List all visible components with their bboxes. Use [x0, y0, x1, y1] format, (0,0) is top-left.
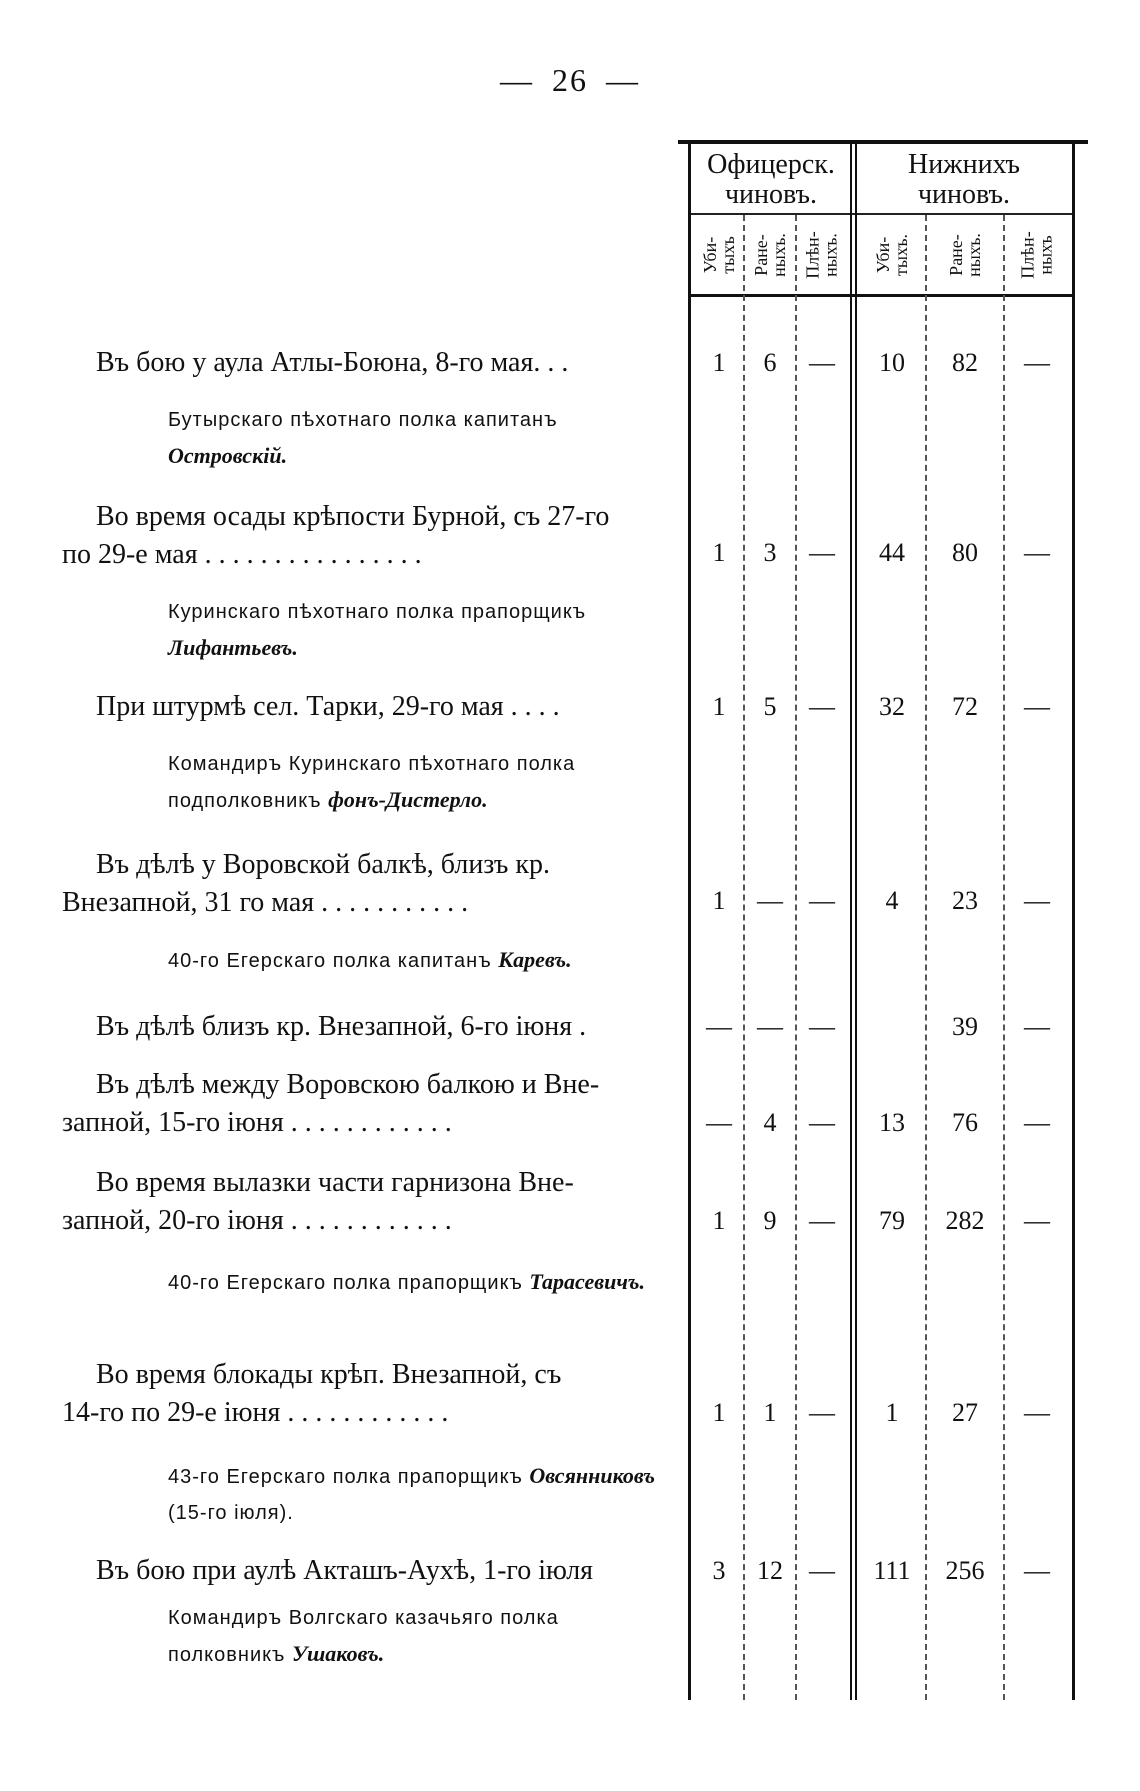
- note-name: Островскій.: [168, 443, 288, 468]
- col-rule-2: [795, 215, 797, 1700]
- entry-title-line: Въ бою при аулѣ Акташъ-Аухѣ, 1-го іюля: [96, 1555, 594, 1586]
- value-officers-killed: 1: [712, 1398, 726, 1427]
- entry-title-line: Въ дѣлѣ близъ кр. Внезапной, 6-го іюня .: [96, 1011, 587, 1042]
- value-officers-captured: —: [809, 1108, 835, 1137]
- value-lower-wounded: 72: [952, 692, 978, 721]
- note-text: Куринскаго пѣхотнаго полка прапорщикъ: [168, 601, 587, 623]
- value-lower-killed: 10: [879, 348, 905, 377]
- group-divider-rule-a: [850, 140, 852, 1700]
- value-lower-captured: —: [1024, 1206, 1050, 1235]
- entry-title-line: 14-го по 29-е іюня . . . . . . . . . . . .: [62, 1397, 449, 1428]
- group-lower-line2: чиновъ.: [917, 179, 1011, 210]
- entry-note: [168, 1600, 676, 1673]
- note-text: Командиръ Куринскаго пѣхотнаго полка подполковникъ: [168, 753, 576, 812]
- value-lower-killed: 44: [879, 538, 905, 567]
- header-bottom-rule: [690, 294, 1073, 297]
- entry-title-line: Во время осады крѣпости Бурной, съ 27-го: [96, 501, 610, 532]
- value-lower-captured: —: [1024, 1108, 1050, 1137]
- value-lower-wounded: 23: [952, 886, 978, 915]
- entry-title-line: При штурмѣ сел. Тарки, 29-го мая . . . .: [96, 691, 560, 722]
- value-lower-captured: —: [1024, 1398, 1050, 1427]
- group-officers-line2: чиновъ.: [724, 179, 818, 210]
- value-officers-captured: —: [809, 1012, 835, 1041]
- entry-note: [168, 594, 676, 667]
- group-header-lower-ranks: [856, 150, 1072, 210]
- value-lower-killed: 111: [873, 1556, 911, 1585]
- entry-title-line: Въ дѣлѣ между Воровскою балкою и Вне-: [96, 1069, 600, 1100]
- value-officers-killed: 1: [712, 348, 726, 377]
- entry-title: [62, 1552, 674, 1590]
- value-officers-killed: 1: [712, 692, 726, 721]
- note-name: Овсянниковъ: [529, 1463, 656, 1488]
- table-top-rule: [678, 140, 1088, 144]
- group-divider-rule-b: [855, 140, 857, 1700]
- entry-title-line: по 29-е мая . . . . . . . . . . . . . . . .: [62, 539, 422, 570]
- header-mid-rule: [690, 213, 1073, 215]
- entry-title: [62, 688, 674, 726]
- entry-title-line: Въ бою у аула Атлы-Боюна, 8-го мая. . .: [96, 347, 569, 378]
- value-officers-wounded: 6: [763, 348, 777, 377]
- col-rule-5: [1003, 215, 1005, 1700]
- value-lower-killed: 79: [879, 1206, 905, 1235]
- entry-title: [62, 1164, 674, 1240]
- value-officers-killed: 1: [712, 886, 726, 915]
- col-head-officers-captured: Плѣн- ныхъ.: [802, 231, 841, 279]
- value-lower-wounded: 39: [952, 1012, 978, 1041]
- entry-title-line: запной, 15-го іюня . . . . . . . . . . . .: [62, 1107, 452, 1138]
- note-text: Бутырскаго пѣхотнаго полка капитанъ: [168, 409, 558, 431]
- value-lower-killed: 1: [885, 1398, 899, 1427]
- value-officers-wounded: 5: [763, 692, 777, 721]
- entry-title: [62, 1008, 674, 1046]
- note-text: 40-го Егерскаго полка прапорщикъ: [168, 1272, 523, 1294]
- value-lower-wounded: 82: [952, 348, 978, 377]
- value-lower-wounded: 256: [945, 1556, 985, 1585]
- note-tail: (15-го іюля).: [168, 1502, 294, 1524]
- dash-right: —: [606, 62, 640, 98]
- col-head-lower-captured: Плѣн- ныхъ: [1017, 231, 1056, 279]
- group-officers-line1: Офицерск.: [707, 149, 835, 180]
- value-officers-killed: 1: [712, 1206, 726, 1235]
- value-lower-captured: —: [1024, 886, 1050, 915]
- value-officers-wounded: 4: [763, 1108, 777, 1137]
- col-head-lower-wounded: Ране- ныхъ.: [945, 233, 984, 277]
- note-name: Ушаковъ.: [291, 1641, 385, 1666]
- value-lower-wounded: 80: [952, 538, 978, 567]
- value-officers-wounded: 9: [763, 1206, 777, 1235]
- value-lower-wounded: 27: [952, 1398, 978, 1427]
- note-name: фонъ-Дистерло.: [328, 787, 488, 812]
- entry-title: [62, 846, 674, 922]
- value-officers-killed: —: [706, 1108, 732, 1137]
- entry-note: [168, 1264, 676, 1301]
- note-text: Командиръ Волгскаго казачьяго полка полковникъ: [168, 1607, 559, 1666]
- value-officers-wounded: 3: [763, 538, 777, 567]
- value-officers-killed: 3: [712, 1556, 726, 1585]
- value-officers-captured: —: [809, 1556, 835, 1585]
- col-rule-4: [925, 215, 927, 1700]
- value-lower-killed: 4: [885, 886, 899, 915]
- value-officers-killed: —: [706, 1012, 732, 1041]
- page-number: [0, 62, 1140, 99]
- entry-title: [62, 1356, 674, 1432]
- note-name: Каревъ.: [498, 947, 572, 972]
- entry-note: [168, 402, 676, 475]
- value-lower-captured: —: [1024, 1556, 1050, 1585]
- value-lower-captured: —: [1024, 538, 1050, 567]
- entry-title-line: Внезапной, 31 го мая . . . . . . . . . . .: [62, 887, 469, 918]
- col-head-lower-killed: Уби- тыхъ.: [873, 233, 911, 277]
- entry-title-line: запной, 20-го іюня . . . . . . . . . . . .: [62, 1205, 452, 1236]
- value-lower-captured: —: [1024, 692, 1050, 721]
- table-right-rule: [1072, 140, 1075, 1700]
- note-text: 43-го Егерскаго полка прапорщикъ: [168, 1466, 523, 1488]
- value-officers-killed: 1: [712, 538, 726, 567]
- note-name: Лифантьевъ.: [168, 635, 298, 660]
- value-officers-wounded: —: [757, 1012, 783, 1041]
- col-head-officers-killed: Уби- тыхъ: [700, 236, 738, 274]
- value-lower-killed: 13: [879, 1108, 905, 1137]
- entry-title: [62, 344, 674, 382]
- entry-note: [168, 1458, 676, 1531]
- value-officers-captured: —: [809, 886, 835, 915]
- entry-title-line: Во время вылазки части гарнизона Вне-: [96, 1167, 574, 1198]
- entry-title: [62, 498, 674, 574]
- note-name: Тарасевичъ.: [529, 1269, 645, 1294]
- dash-left: —: [500, 62, 534, 98]
- value-officers-captured: —: [809, 538, 835, 567]
- value-lower-wounded: 76: [952, 1108, 978, 1137]
- entry-note: [168, 746, 676, 819]
- table-left-rule: [688, 140, 691, 1700]
- value-officers-captured: —: [809, 348, 835, 377]
- entry-title-line: Во время блокады крѣп. Внезапной, съ: [96, 1359, 562, 1390]
- entry-title-line: Въ дѣлѣ у Воровской балкѣ, близъ кр.: [96, 849, 550, 880]
- value-officers-captured: —: [809, 692, 835, 721]
- group-lower-line1: Нижнихъ: [908, 149, 1020, 180]
- value-officers-captured: —: [809, 1398, 835, 1427]
- value-officers-wounded: 12: [757, 1556, 783, 1585]
- value-lower-wounded: 282: [945, 1206, 985, 1235]
- page-number-value: 26: [552, 62, 588, 98]
- value-lower-captured: —: [1024, 348, 1050, 377]
- value-officers-wounded: 1: [763, 1398, 777, 1427]
- group-header-officers: [692, 150, 850, 210]
- note-text: 40-го Егерскаго полка капитанъ: [168, 950, 492, 972]
- value-lower-killed: 32: [879, 692, 905, 721]
- entry-note: [168, 942, 676, 979]
- col-rule-1: [743, 215, 745, 1700]
- value-officers-wounded: —: [757, 886, 783, 915]
- col-head-officers-wounded: Ране- ныхъ.: [750, 233, 789, 277]
- value-officers-captured: —: [809, 1206, 835, 1235]
- value-lower-captured: —: [1024, 1012, 1050, 1041]
- entry-title: [62, 1066, 674, 1142]
